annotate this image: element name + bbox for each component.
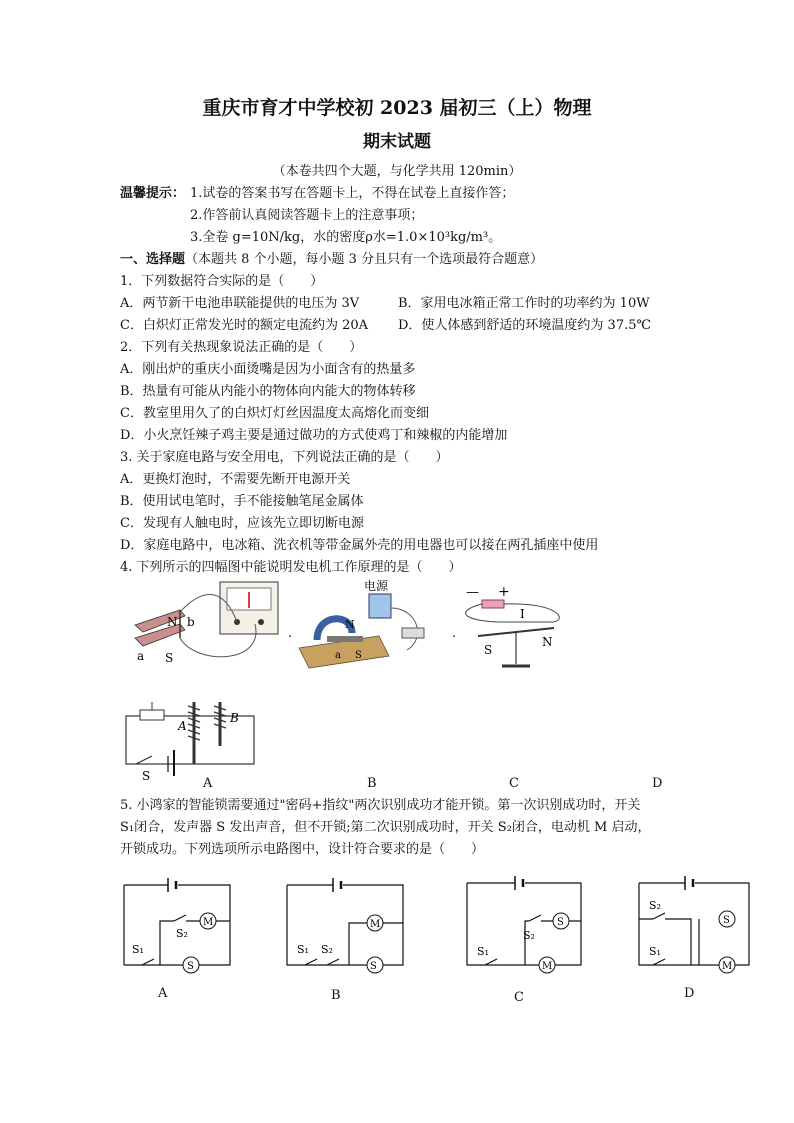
- d-motor-m: M: [722, 961, 733, 972]
- q5-label-a: A: [158, 986, 168, 1001]
- b-sound-s: S: [370, 961, 377, 972]
- a-motor-m: M: [203, 917, 214, 928]
- q3-option-d: D．家庭电路中，电冰箱、洗衣机等带金属外壳的用电器也可以接在两孔插座中使用: [120, 538, 599, 553]
- q5-label-b: B: [331, 988, 341, 1003]
- q4-separator-1: .: [288, 626, 293, 641]
- b-switch-s1: S₁: [297, 943, 309, 956]
- q5-line-3: 开锁成功。下列选项所示电路图中，设计符合要求的是（ ）: [120, 842, 485, 857]
- q1-option-c: C．白炽灯正常发光时的额定电流约为 20A: [120, 318, 369, 333]
- q5-line-2: S₁闭合，发声器 S 发出声音，但不开锁;第二次识别成功时，开关 S₂闭合，电动机 M 启动，: [120, 820, 651, 835]
- b-motor-m: M: [370, 919, 381, 930]
- label-s-2: S: [355, 650, 362, 661]
- tip-1: 1.试卷的答案书写在答题卡上，不得在试卷上直接作答；: [190, 186, 515, 201]
- switch-s: [136, 756, 152, 764]
- exam-title: 重庆市育才中学校初 2023 届初三（上）物理: [202, 97, 592, 119]
- q3-option-a: A．更换灯泡时，不需要先断开电源开关: [120, 472, 351, 487]
- label-b: b: [187, 615, 195, 629]
- q3-option-c: C．发现有人触电时，应该先立即切断电源: [120, 516, 364, 531]
- q3-option-b: B．使用试电笔时，手不能接触笔尾金属体: [120, 494, 364, 509]
- label-power-source: 电源: [364, 579, 389, 593]
- label-plus: +: [498, 584, 510, 600]
- q4-stem: 4. 下列所示的四幅图中能说明发电机工作原理的是（ ）: [120, 560, 462, 575]
- exam-note: （本卷共四个大题，与化学共用 120min）: [272, 164, 522, 179]
- power-source-box: [369, 594, 391, 618]
- battery: [482, 600, 504, 608]
- label-a-2: a: [335, 650, 341, 661]
- q1-stem: 1．下列数据符合实际的是（ ）: [120, 274, 324, 289]
- section-title: 一、选择题: [120, 252, 186, 267]
- q5-circuit-d: [635, 873, 755, 973]
- q1-option-b: B．家用电冰箱正常工作时的功率约为 10W: [398, 296, 650, 311]
- tip-3: 3.全卷 g=10N/kg，水的密度ρ水=1.0×10³kg/m³。: [190, 230, 502, 245]
- a-switch-s1: S₁: [132, 943, 144, 956]
- label-core-a: A: [178, 719, 187, 733]
- q4-label-d: D: [652, 776, 663, 791]
- q4-label-a: A: [203, 776, 213, 791]
- switch: [402, 628, 424, 638]
- q4-figure-d: [122, 696, 257, 783]
- c-sound-s: S: [557, 917, 564, 928]
- q4-separator-2: .: [452, 626, 457, 641]
- q2-option-c: C．教室里用久了的白炽灯灯丝因温度太高熔化而变细: [120, 406, 429, 421]
- c-switch-s1: S₁: [477, 945, 489, 958]
- q2-option-b: B．热量有可能从内能小的物体向内能大的物体转移: [120, 384, 416, 399]
- q1-option-d: D．使人体感到舒适的环境温度约为 37.5℃: [398, 318, 652, 333]
- q5-label-c: C: [514, 990, 524, 1005]
- q5-label-d: D: [684, 986, 695, 1001]
- label-i: I: [520, 607, 525, 621]
- q5-circuit-c: [463, 873, 588, 975]
- q2-option-d: D．小火烹饪辣子鸡主要是通过做功的方式使鸡丁和辣椒的内能增加: [120, 428, 508, 443]
- a-sound-s: S: [187, 961, 194, 972]
- d-switch-s2: S₂: [649, 899, 661, 912]
- label-n-3: N: [542, 635, 553, 649]
- a-switch-s2: S₂: [176, 927, 188, 940]
- label-core-b: B: [230, 711, 239, 725]
- q4-figure-a: [125, 580, 285, 670]
- q5-line-1: 5. 小鸿家的智能锁需要通过"密码+指纹"两次识别成功才能开锁。第一次识别成功时，开关: [120, 798, 641, 813]
- d-switch-s1: S₁: [649, 945, 661, 958]
- rheostat: [140, 710, 164, 720]
- q4-label-c: C: [509, 776, 519, 791]
- c-motor-m: M: [542, 961, 553, 972]
- label-s: S: [165, 651, 174, 665]
- label-minus: —: [466, 585, 479, 600]
- label-n-2: N: [345, 618, 355, 631]
- q2-option-a: A．刚出炉的重庆小面烫嘴是因为小面含有的热量多: [120, 362, 416, 377]
- d-sound-s: S: [723, 915, 730, 926]
- label-switch-s: S: [142, 769, 151, 783]
- q3-stem: 3. 关于家庭电路与安全用电，下列说法正确的是（ ）: [120, 450, 449, 465]
- q5-circuit-a: [120, 875, 240, 975]
- c-switch-s2: S₂: [523, 929, 535, 942]
- q4-label-b: B: [367, 776, 377, 791]
- section-heading: [120, 252, 543, 268]
- tip-2: 2.作答前认真阅读答题卡上的注意事项；: [190, 208, 424, 223]
- q1-option-a: A．两节新干电池串联能提供的电压为 3V: [120, 296, 360, 311]
- label-a: a: [137, 649, 145, 663]
- q2-stem: 2．下列有关热现象说法正确的是（ ）: [120, 340, 363, 355]
- label-n: N: [167, 615, 178, 629]
- b-switch-s2: S₂: [321, 943, 333, 956]
- label-s-3: S: [484, 643, 493, 657]
- section-desc: （本题共 8 个小题，每小题 3 分且只有一个选项最符合题意）: [185, 252, 544, 267]
- exam-subtitle: 期末试题: [363, 132, 431, 152]
- q5-circuit-b: [283, 875, 408, 975]
- q4-figure-c: [458, 580, 573, 672]
- q4-figure-b: [297, 578, 437, 670]
- tips-label: 温馨提示：: [120, 186, 186, 201]
